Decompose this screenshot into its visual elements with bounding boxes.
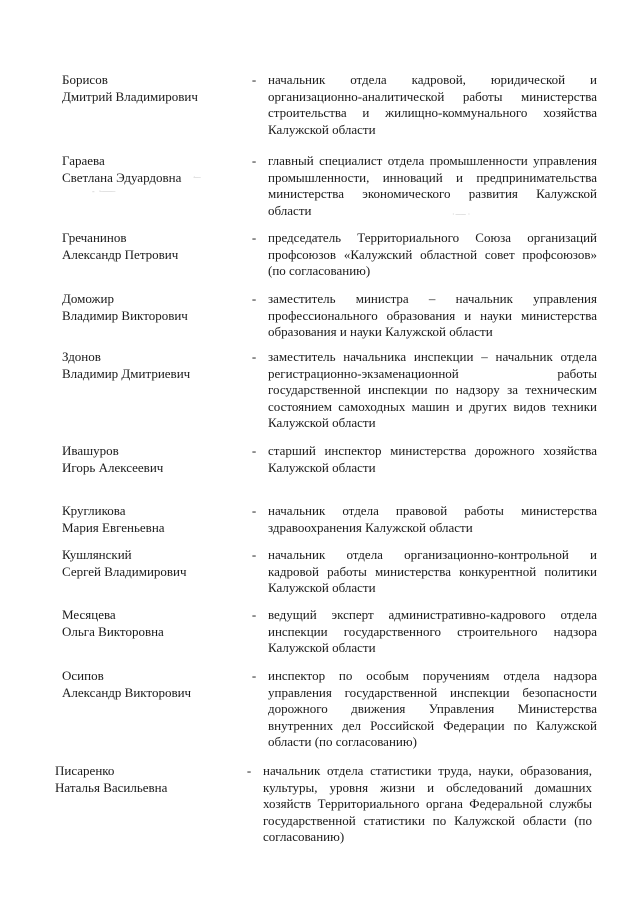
member-name: [62, 547, 242, 580]
list-dash: -: [251, 153, 257, 168]
list-dash: -: [251, 349, 257, 364]
member-position: заместитель начальника инспекции – начальник отдела регистрационно-экзаменационной работы государственной инспекции по надзору за техническим состоянием самоходных машин и других видов техники Калужской области: [268, 349, 597, 430]
member-name: [62, 503, 242, 536]
member-surname: Кушлянский: [62, 547, 132, 562]
member-given-names: Сергей Владимирович: [62, 563, 187, 579]
scan-artifact: ‑ ·̶ ̶̶̶ ̶̶̶̶ ̶̶̶ ̶: [92, 187, 115, 196]
member-position: заместитель министра – начальник управления профессионального образования и науки министерства образования и науки Калужской области: [268, 291, 597, 339]
member-given-names: Игорь Алексеевич: [62, 459, 164, 475]
member-surname: Кругликова: [62, 503, 126, 518]
member-position: старший инспектор министерства дорожного хозяйства Калужской области: [268, 443, 597, 475]
member-given-names: Ольга Викторовна: [62, 623, 164, 639]
list-dash: -: [246, 763, 252, 778]
list-dash: -: [251, 503, 257, 518]
list-dash: -: [251, 547, 257, 562]
list-dash: -: [251, 607, 257, 622]
member-name: [62, 443, 242, 476]
member-position: начальник отдела правовой работы министерства здравоохранения Калужской области: [268, 503, 597, 535]
member-surname: Доможир: [62, 291, 114, 306]
member-given-names: Светлана Эдуардовна: [62, 169, 182, 185]
member-position: начальник отдела кадровой, юридической и организационно-аналитической работы министерства строительства и жилищно-коммунального хозяйства Калужской области: [268, 72, 597, 137]
scan-artifact: ·̶̶̶ ̶̶: [193, 173, 200, 182]
member-surname: Гречанинов: [62, 230, 127, 245]
member-surname: Писаренко: [55, 763, 115, 778]
member-given-names: Мария Евгеньевна: [62, 519, 165, 535]
member-name: [62, 72, 242, 105]
member-name: [62, 153, 242, 186]
member-surname: Месяцева: [62, 607, 116, 622]
member-name: [62, 230, 242, 263]
list-dash: -: [251, 291, 257, 306]
member-surname: Гараева: [62, 153, 105, 168]
member-position: начальник отдела организационно-контрольной и кадровой работы министерства конкурентной политики Калужской области: [268, 547, 597, 595]
member-given-names: Александр Викторович: [62, 684, 192, 700]
member-name: [62, 291, 242, 324]
member-name: [62, 668, 242, 701]
member-given-names: Владимир Викторович: [62, 307, 188, 323]
member-given-names: Наталья Васильевна: [55, 779, 168, 795]
list-dash: -: [251, 443, 257, 458]
member-position: инспектор по особым поручениям отдела надзора управления государственной инспекции безопасности дорожного движения Управления Министерства внутренних дел Российской Федерации по Калужской области (по согласованию): [268, 668, 597, 749]
member-position: ведущий эксперт административно-кадрового отдела инспекции государственного строительного надзора Калужской области: [268, 607, 597, 655]
member-given-names: Александр Петрович: [62, 246, 179, 262]
member-name: [62, 607, 242, 640]
member-name: [62, 349, 242, 382]
member-given-names: Владимир Дмитриевич: [62, 365, 191, 381]
scan-artifact: · ̶̶̶̶ ̶̶ ̶̶̶̶ ·: [452, 210, 472, 219]
member-position: главный специалист отдела промышленности управления промышленности, инноваций и предпринимательства министерства экономического развития Калужской области: [268, 153, 597, 218]
list-dash: -: [251, 230, 257, 245]
list-dash: -: [251, 72, 257, 87]
member-surname: Борисов: [62, 72, 108, 87]
list-dash: -: [251, 668, 257, 683]
member-position: начальник отдела статистики труда, науки, образования, культуры, уровня жизни и обследований домашних хозяйств Территориального органа Федеральной службы государственной статистики по Калужской области (по согласованию): [263, 763, 592, 844]
member-surname: Здонов: [62, 349, 101, 364]
member-given-names: Дмитрий Владимирович: [62, 88, 198, 104]
member-surname: Осипов: [62, 668, 104, 683]
member-name: [55, 763, 235, 796]
member-surname: Ивашуров: [62, 443, 119, 458]
member-position: председатель Территориального Союза организаций профсоюзов «Калужский областной совет профсоюзов» (по согласованию): [268, 230, 597, 278]
